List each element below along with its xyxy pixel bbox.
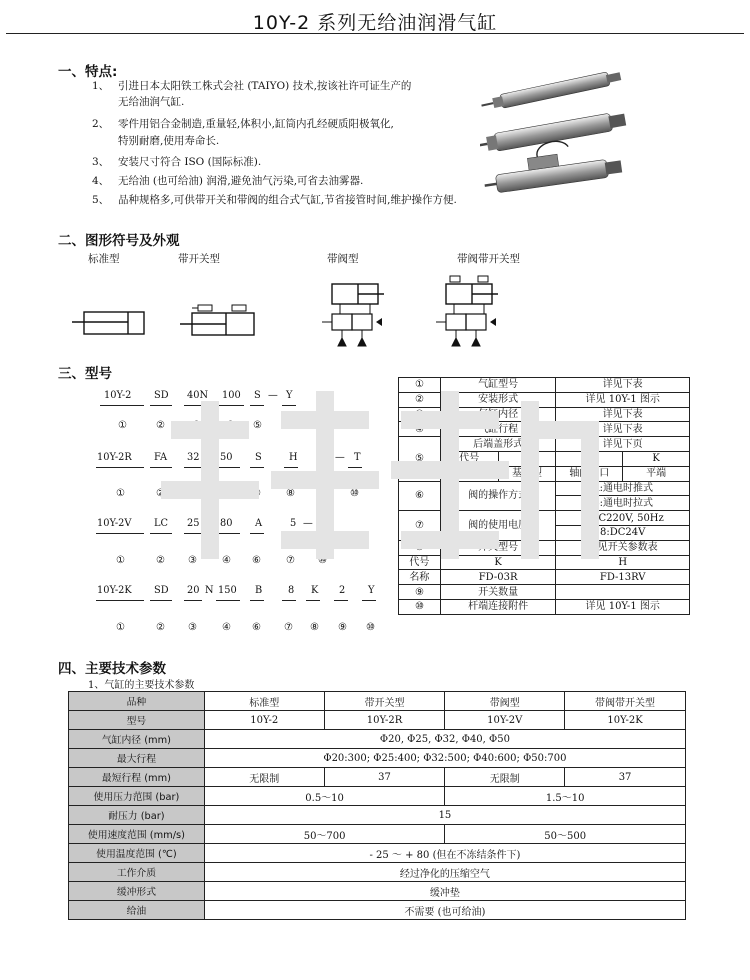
table-row: 工作介质 经过净化的压缩空气	[69, 863, 686, 882]
table-row: 8:DC24V	[399, 525, 690, 540]
table-row: 使用压力范围 (bar) 0.5～10 1.5～10	[69, 787, 686, 806]
specs-subtitle: 1、气缸的主要技术参数	[88, 680, 195, 691]
valve-cylinder-symbol	[318, 270, 398, 360]
table-row: 名称 FD-03R FD-13RV	[399, 570, 690, 585]
section-symbols-title: 二、图形符号及外观	[58, 233, 180, 249]
standard-cylinder-symbol	[68, 300, 158, 340]
specs-table	[68, 691, 686, 920]
table-row: ⑦ 阀的使用电压 5:AC220V, 50Hz	[399, 511, 690, 526]
valve-switch-cylinder-symbol	[432, 270, 512, 360]
table-row: 最短行程 (mm) 无限制 37 无限制 37	[69, 768, 686, 787]
symbol-label-valve: 带阀型	[327, 253, 359, 265]
table-row: 气缸内径 (mm) Φ20, Φ25, Φ32, Φ40, Φ50	[69, 730, 686, 749]
symbol-label-switch: 带开关型	[178, 253, 220, 265]
table-row: 品种 标准型 带开关型 带阀型 带阀带开关型	[69, 692, 686, 711]
section-model-title: 三、型号	[58, 366, 112, 382]
page-title: 10Y-2 系列无给油润滑气缸	[252, 12, 498, 34]
table-row: ③ 气缸内径 详见下表	[399, 407, 690, 422]
table-row: B:通电时拉式	[399, 496, 690, 511]
symbol-label-standard: 标准型	[88, 253, 120, 265]
feature-list: 1、 引进日本太阳铁工株式会社 (TAIYO) 技术,按该社许可证生产的 无给油润气缸. 2、 零件用铝合金制造,重量轻,体积小,缸筒内孔经硬质阳极氧化, 特别耐磨,使用寿命长. 3、 安装尺寸符合 ISO (国际标准). 4、 无给油 (也可给油) 润滑,避免油气污染,可省去油雾器. 5、 品种规格多,可供带开关和带阀的组合式气缸,节省接管时间,维护操作方便.	[92, 80, 457, 206]
table-row: 给油 不需要 (也可给油)	[69, 901, 686, 920]
table-row: 使用温度范围 (℃) - 25 ～ + 80 (但在不冻结条件下)	[69, 844, 686, 863]
switch-cylinder-symbol	[178, 295, 268, 343]
model-legend-table	[398, 377, 690, 615]
symbol-label-valve-switch: 带阀带开关型	[457, 253, 520, 265]
table-row: 耐压力 (bar) 15	[69, 806, 686, 825]
table-row: ④ 气缸行程 详见下表	[399, 422, 690, 437]
title-divider	[6, 33, 744, 34]
table-row: ⑨ 开关数量	[399, 585, 690, 600]
table-row: 名称 基本型 轴向气口 平端	[399, 466, 690, 481]
table-row: ① 气缸型号 详见下表	[399, 378, 690, 393]
table-row: 使用速度范围 (mm/s) 50～700 50～500	[69, 825, 686, 844]
table-row: 代号 S P K	[399, 451, 690, 466]
table-row: 缓冲形式 缓冲垫	[69, 882, 686, 901]
table-row: 最大行程 Φ20:300; Φ25:400; Φ32:500; Φ40:600; Φ50:700	[69, 749, 686, 768]
cylinder-product-photo	[480, 60, 640, 200]
section-specs-title: 四、主要技术参数	[58, 661, 166, 677]
table-row: ⑤ 后端盖形式 详见下页	[399, 437, 690, 452]
table-row: ⑧ 开关型号 详见开关参数表	[399, 540, 690, 555]
table-row: ② 安装形式 详见 10Y-1 图示	[399, 392, 690, 407]
table-row: 型号 10Y-2 10Y-2R 10Y-2V 10Y-2K	[69, 711, 686, 730]
table-row: ⑩ 杆端连接附件 详见 10Y-1 图示	[399, 599, 690, 614]
section-features-title: 一、特点:	[58, 64, 118, 80]
table-row: 代号 K H	[399, 555, 690, 570]
table-row: ⑥ 阀的操作方式 A:通电时推式	[399, 481, 690, 496]
